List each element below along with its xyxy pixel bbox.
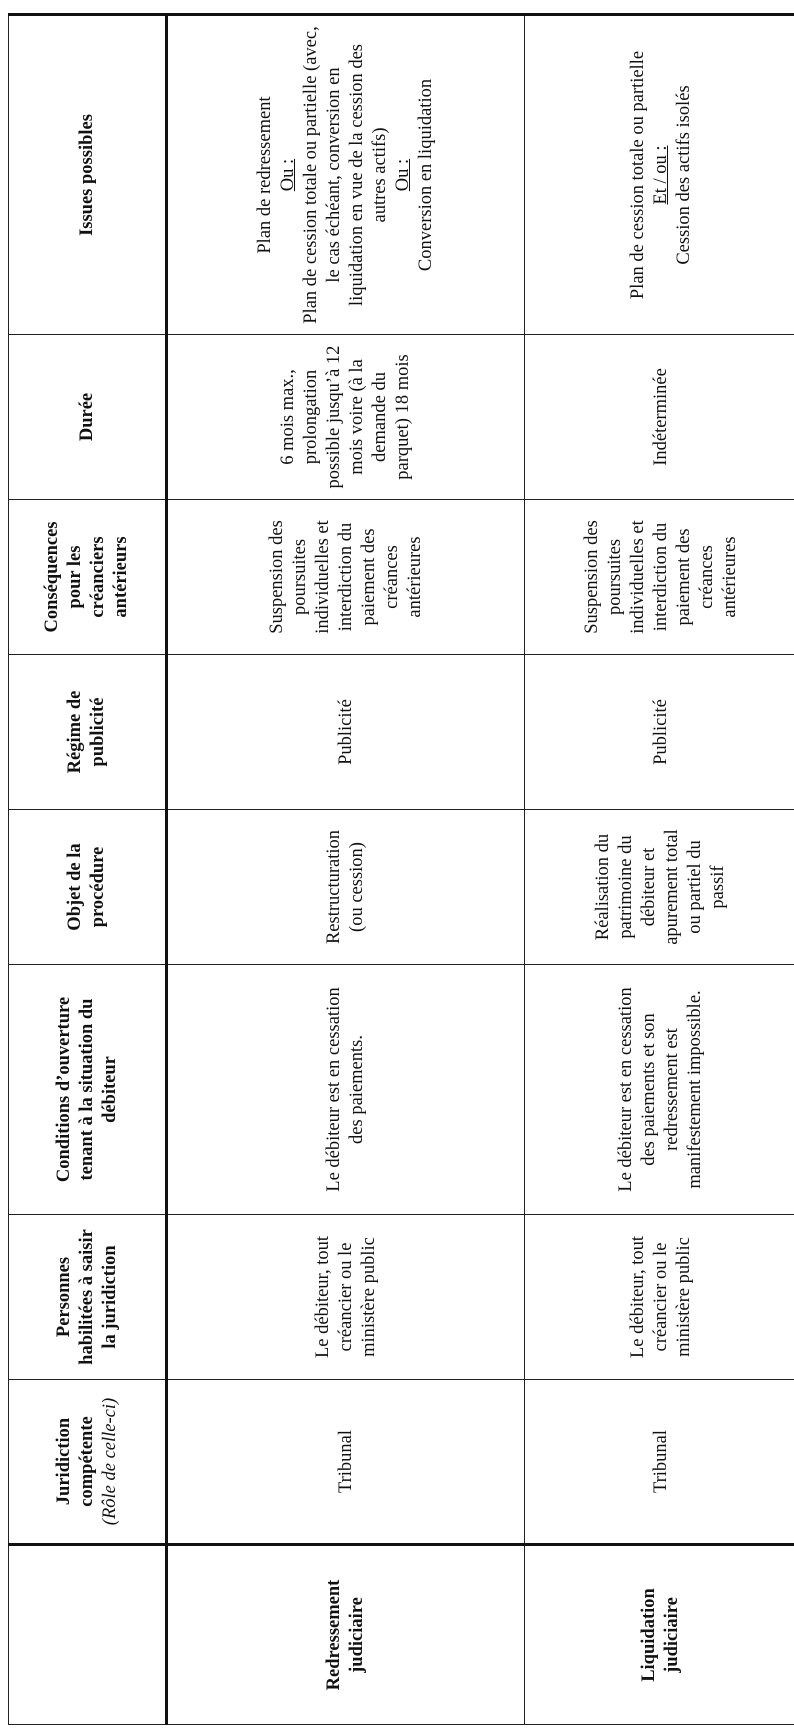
cell-duree: 6 mois max., prolongation possible jusqu’à 12 mois voire (à la demande du parquet) 18 mois (167, 335, 525, 500)
cell-publicite: Publicité (525, 655, 794, 810)
cell-conditions: Le débiteur est en cessation des paiements et son redressement est manifestement impossible. (525, 965, 794, 1215)
cell-consequences: Suspension des poursuites individuelles et interdiction du paiement des créances antérieures (167, 500, 525, 655)
cell-issues (167, 15, 525, 335)
table-row (525, 15, 794, 1725)
procedure-name: Liquidation judiciaire (525, 1545, 794, 1725)
header-personnes: Personnes habilitées à saisir la juridiction (9, 1215, 167, 1380)
procedures-table (8, 13, 794, 1725)
issue-separator: Ou : (278, 158, 298, 192)
header-duree: Durée (9, 335, 167, 500)
header-consequences: Conséquences pour les créanciers antérieurs (9, 500, 167, 655)
cell-personnes: Le débiteur, tout créancier ou le ministère public (167, 1215, 525, 1380)
cell-issues (525, 15, 794, 335)
header-conditions: Conditions d’ouverture tenant à la situation du débiteur (9, 965, 167, 1215)
cell-publicite: Publicité (167, 655, 525, 810)
header-empty-cell (9, 1545, 167, 1725)
issue-separator: Et / ou : (650, 145, 671, 205)
cell-duree: Indéterminée (525, 335, 794, 500)
cell-consequences: Suspension des poursuites individuelles et interdiction du paiement des créances antérieures (525, 500, 794, 655)
issue-option: Plan de cession totale ou partielle (627, 50, 648, 300)
issue-option: Cession des actifs isolés (673, 85, 694, 265)
issue-option: Plan de cession totale ou partielle (avec, le cas échéant, conversion en liquidation en vue de la cession des autres actifs) (301, 26, 390, 324)
header-juridiction (9, 1380, 167, 1545)
header-publicite: Régime de publicité (9, 655, 167, 810)
issue-option: Conversion en liquidation (416, 78, 436, 272)
table-row (167, 15, 525, 1725)
procedure-name: Redressement judiciaire (167, 1545, 525, 1725)
header-issues: Issues possibles (9, 15, 167, 335)
header-row (9, 15, 167, 1725)
cell-conditions: Le débiteur est en cessation des paiements. (167, 965, 525, 1215)
cell-juridiction: Tribunal (167, 1380, 525, 1545)
cell-objet: Réalisation du patrimoine du débiteur et apurement total ou partiel du passif (525, 810, 794, 965)
cell-juridiction: Tribunal (525, 1380, 794, 1545)
issue-option: Plan de redressement (255, 96, 275, 254)
header-juridiction-title: Juridiction compétente (53, 1416, 97, 1507)
cell-objet: Restructuration (ou cession) (167, 810, 525, 965)
header-objet: Objet de la procédure (9, 810, 167, 965)
issue-separator: Ou : (393, 158, 413, 192)
header-juridiction-role: (Rôle de celle-ci) (99, 1397, 120, 1526)
cell-personnes: Le débiteur, tout créancier ou le ministère public (525, 1215, 794, 1380)
